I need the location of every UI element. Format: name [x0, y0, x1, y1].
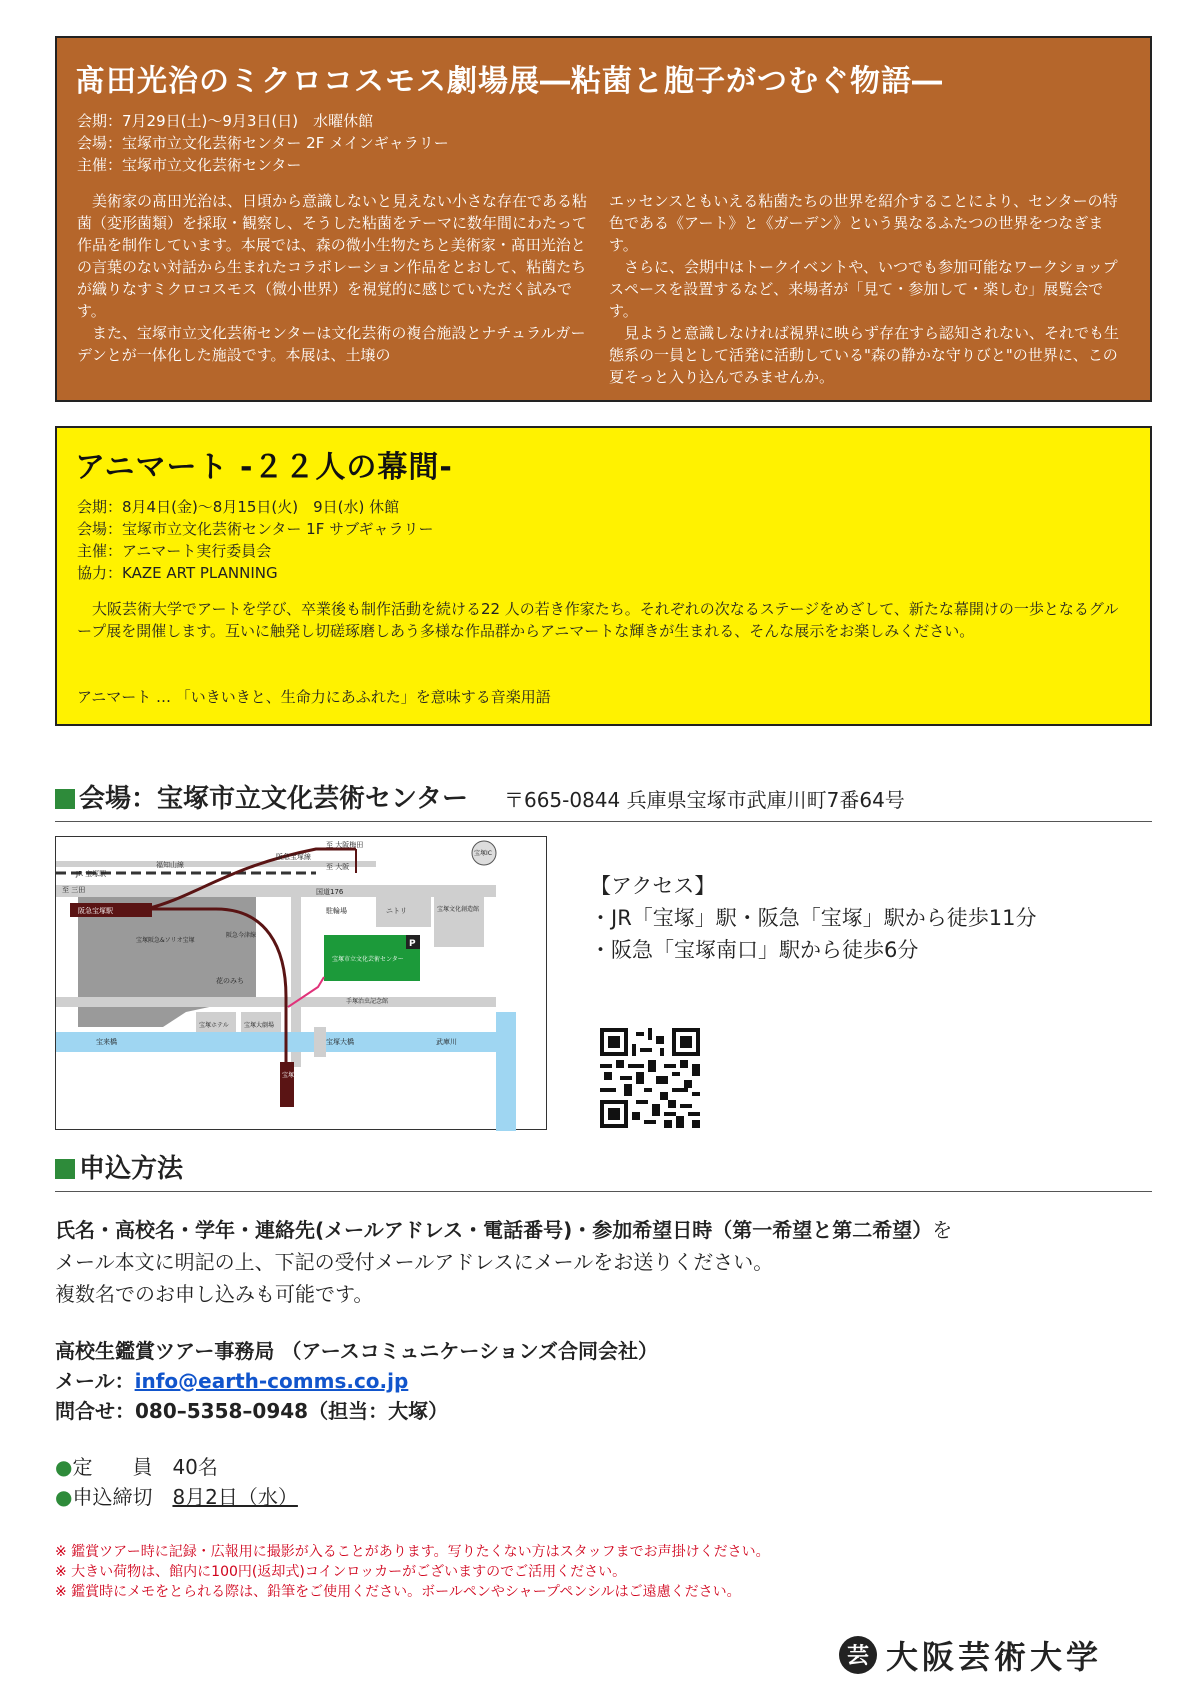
map-label-ic: 宝塚IC	[474, 850, 492, 857]
green-square-icon	[55, 1159, 75, 1179]
map-label-sogo: 宝塚阪急&ソリオ宝塚	[136, 937, 195, 944]
exhibit-animato-venue: 会場：宝塚市立文化芸術センター 1F サブギャラリー	[77, 520, 434, 538]
access-map	[55, 836, 547, 1130]
venue-title: 会場：宝塚市立文化芸術センター	[79, 784, 468, 814]
green-square-icon	[55, 789, 75, 809]
map-label-ohashi: 宝塚大橋	[326, 1038, 354, 1046]
map-road-mid	[56, 997, 496, 1007]
exhibit-animato-cooperation: 協力：KAZE ART PLANNING	[77, 564, 278, 582]
map-label-fukuchiyama: 福知山線	[156, 861, 184, 869]
exhibit-takada-body-right: エッセンスともいえる粘菌たちの世界を紹介することにより、センターの特色である《アート》と《ガーデン》という異なるふたつの世界をつなぎます。 さらに、会期中はトークイベントや、いつでも参加可能なワークショップスペースを設置するなど、来場者が「見て・参加して・楽しむ」展覧会です。 見ようと意識しなければ視界に映らず存在すら認知されない、それでも生態系の一員として活発に活動している"森の静かな守りびと"の世界に、この夏そっと入り込んでみませんか。	[609, 192, 1120, 386]
exhibit-takada-description	[77, 190, 1132, 388]
university-mark-text: 芸	[846, 1644, 870, 1669]
exhibit-takada-body-left: 美術家の髙田光治は、日頃から意識しないと見えない小さな存在である粘菌（変形菌類）を採取・観察し、そうした粘菌をテーマに数年間にわたって作品を制作しています。本展では、森の微小生物たちと美術家・髙田光治との言葉のない対話から生まれたコラボレーション作品をとおして、粘菌たちが織りなすミクロコスモス（微小世界）を視覚的に感じていただく試みです。 また、宝塚市立文化芸術センターは文化芸術の複合施設とナチュラルガーデンとが一体化した施設です。本展は、土壌の	[77, 192, 588, 364]
exhibit-animato-panel	[55, 426, 1152, 726]
map-label-horaibashi: 宝来橋	[96, 1038, 117, 1046]
exhibit-animato-organizer: 主催：アニマート実行委員会	[77, 542, 272, 560]
map-label-parking: 駐輪場	[326, 907, 347, 915]
exhibit-takada-venue: 会場：宝塚市立文化芸術センター 2F メインギャラリー	[77, 134, 449, 152]
exhibit-takada-panel	[55, 36, 1152, 402]
apply-instructions	[55, 1214, 952, 1310]
apply-title: 申込方法	[79, 1154, 184, 1184]
capacity-value: 40名	[172, 1455, 218, 1479]
map-label-culture: 宝塚文化創造館	[437, 906, 480, 913]
exhibit-animato-body: 大阪芸術大学でアートを学び、卒業後も制作活動を続ける22 人の若き作家たち。それぞれの次なるステージをめざして、新たな幕開けの一歩となるグループ展を開催します。互いに触発し切磋琢磨しあう多様な作品群からアニマートな輝きが生まれる、そんな展示をお楽しみください。	[77, 600, 1119, 640]
exhibit-animato-title: アニマート -２２人の幕間-	[75, 450, 453, 485]
contact-office	[55, 1336, 658, 1426]
tel-value: 080–5358–0948（担当：大塚）	[135, 1399, 449, 1423]
map-label-hankyu-line: 阪急宝塚線	[276, 853, 311, 861]
map-bridge	[314, 1027, 326, 1057]
exhibit-takada-meta	[77, 110, 449, 176]
mail-label: メール：	[55, 1369, 135, 1393]
exhibit-takada-dates: 会期：7月29日(土)～9月3日(日) 水曜休館	[77, 112, 374, 130]
map-label-imazu: 阪急今津線	[226, 932, 257, 939]
university-mark-icon	[838, 1635, 878, 1675]
deadline-label: 申込締切	[72, 1485, 153, 1509]
green-dot-icon: ●	[55, 1485, 73, 1509]
mail-link[interactable]: info@earth-comms.co.jp	[134, 1369, 409, 1393]
exhibit-takada-title: 髙田光治のミクロコスモス劇場展―粘菌と胞子がつむぐ物語―	[75, 64, 943, 99]
access-map-svg	[56, 837, 548, 1131]
note-locker: ※ 大きい荷物は、館内に100円(返却式)コインロッカーがございますのでご活用ください。	[55, 1564, 627, 1580]
exhibit-animato-note: アニマート … 「いきいきと、生命力にあふれた」を意味する音楽用語	[77, 688, 551, 706]
map-label-minamiguchi: 宝塚南口	[282, 1072, 307, 1079]
access-line-minamiguchi: ・阪急「宝塚南口」駅から徒歩6分	[590, 938, 919, 962]
access-title: 【アクセス】	[590, 874, 716, 898]
note-photo: ※ 鑑賞ツアー時に記録・広報用に撮影が入ることがあります。写りたくない方はスタッフまでお声掛けください。	[55, 1544, 770, 1560]
map-label-theater: 宝塚大劇場	[244, 1022, 275, 1029]
map-label-sanda: 至 三田	[62, 886, 86, 894]
venue-heading	[55, 778, 1152, 822]
map-label-umeda: 至 大阪梅田	[326, 841, 364, 849]
qr-code-icon[interactable]	[600, 1028, 700, 1128]
map-label-center: 宝塚市立文化芸術センター	[332, 956, 404, 963]
map-label-to-osaka: 至 大阪	[326, 863, 350, 871]
apply-line3: 複数名でのお申し込みも可能です。	[55, 1282, 374, 1306]
map-label-tezuka: 手塚治虫記念館	[346, 998, 389, 1005]
map-block-sogo	[163, 897, 256, 1027]
green-dot-icon: ●	[55, 1455, 73, 1479]
apply-line2: メール本文に明記の上、下記の受付メールアドレスにメールをお送りください。	[55, 1250, 774, 1274]
map-label-p: P	[409, 939, 416, 949]
access-line-jr: ・JR「宝塚」駅・阪急「宝塚」駅から徒歩11分	[590, 906, 1037, 930]
map-label-jr-station: JR 宝塚駅	[76, 870, 107, 878]
exhibit-takada-organizer: 主催：宝塚市立文化芸術センター	[77, 156, 302, 174]
office-name: 高校生鑑賞ツアー事務局 （アースコミュニケーションズ合同会社）	[55, 1339, 658, 1363]
exhibit-animato-dates: 会期：8月4日(金)～8月15日(火) 9日(水) 休館	[77, 498, 400, 516]
map-label-nitori: ニトリ	[386, 907, 407, 915]
university-logo	[838, 1632, 1102, 1678]
map-road-176	[56, 885, 496, 897]
apply-required-fields: 氏名・高校名・学年・連絡先(メールアドレス・電話番号)・参加希望日時（第一希望と第二希望）	[55, 1218, 933, 1242]
venue-address: 〒665-0844 兵庫県宝塚市武庫川町7番64号	[503, 788, 905, 812]
exhibit-animato-meta	[77, 496, 434, 584]
capacity-label: 定 員	[72, 1455, 153, 1479]
university-name: 大阪芸術大学	[886, 1638, 1103, 1676]
notes-list	[55, 1542, 770, 1602]
map-label-hotel: 宝塚ホテル	[199, 1022, 229, 1029]
apply-heading	[55, 1148, 1152, 1192]
apply-line1-tail: を	[932, 1218, 953, 1242]
deadline-value: 8月2日（水）	[172, 1485, 298, 1509]
capacity-info	[55, 1452, 298, 1512]
map-minamiguchi-station	[280, 1062, 294, 1107]
tel-label: 問合せ：	[55, 1399, 135, 1423]
map-label-mukogawa: 武庫川	[436, 1038, 457, 1046]
map-label-hankyu-station: 阪急宝塚駅	[78, 907, 113, 915]
access-info	[590, 870, 1037, 966]
note-pencil: ※ 鑑賞時にメモをとられる際は、鉛筆をご使用ください。ボールペンやシャープペンシルはご遠慮ください。	[55, 1584, 741, 1600]
map-label-route176: 国道176	[316, 888, 344, 896]
map-label-hananomichi: 花のみち	[216, 977, 244, 985]
map-culture-block	[434, 897, 484, 947]
